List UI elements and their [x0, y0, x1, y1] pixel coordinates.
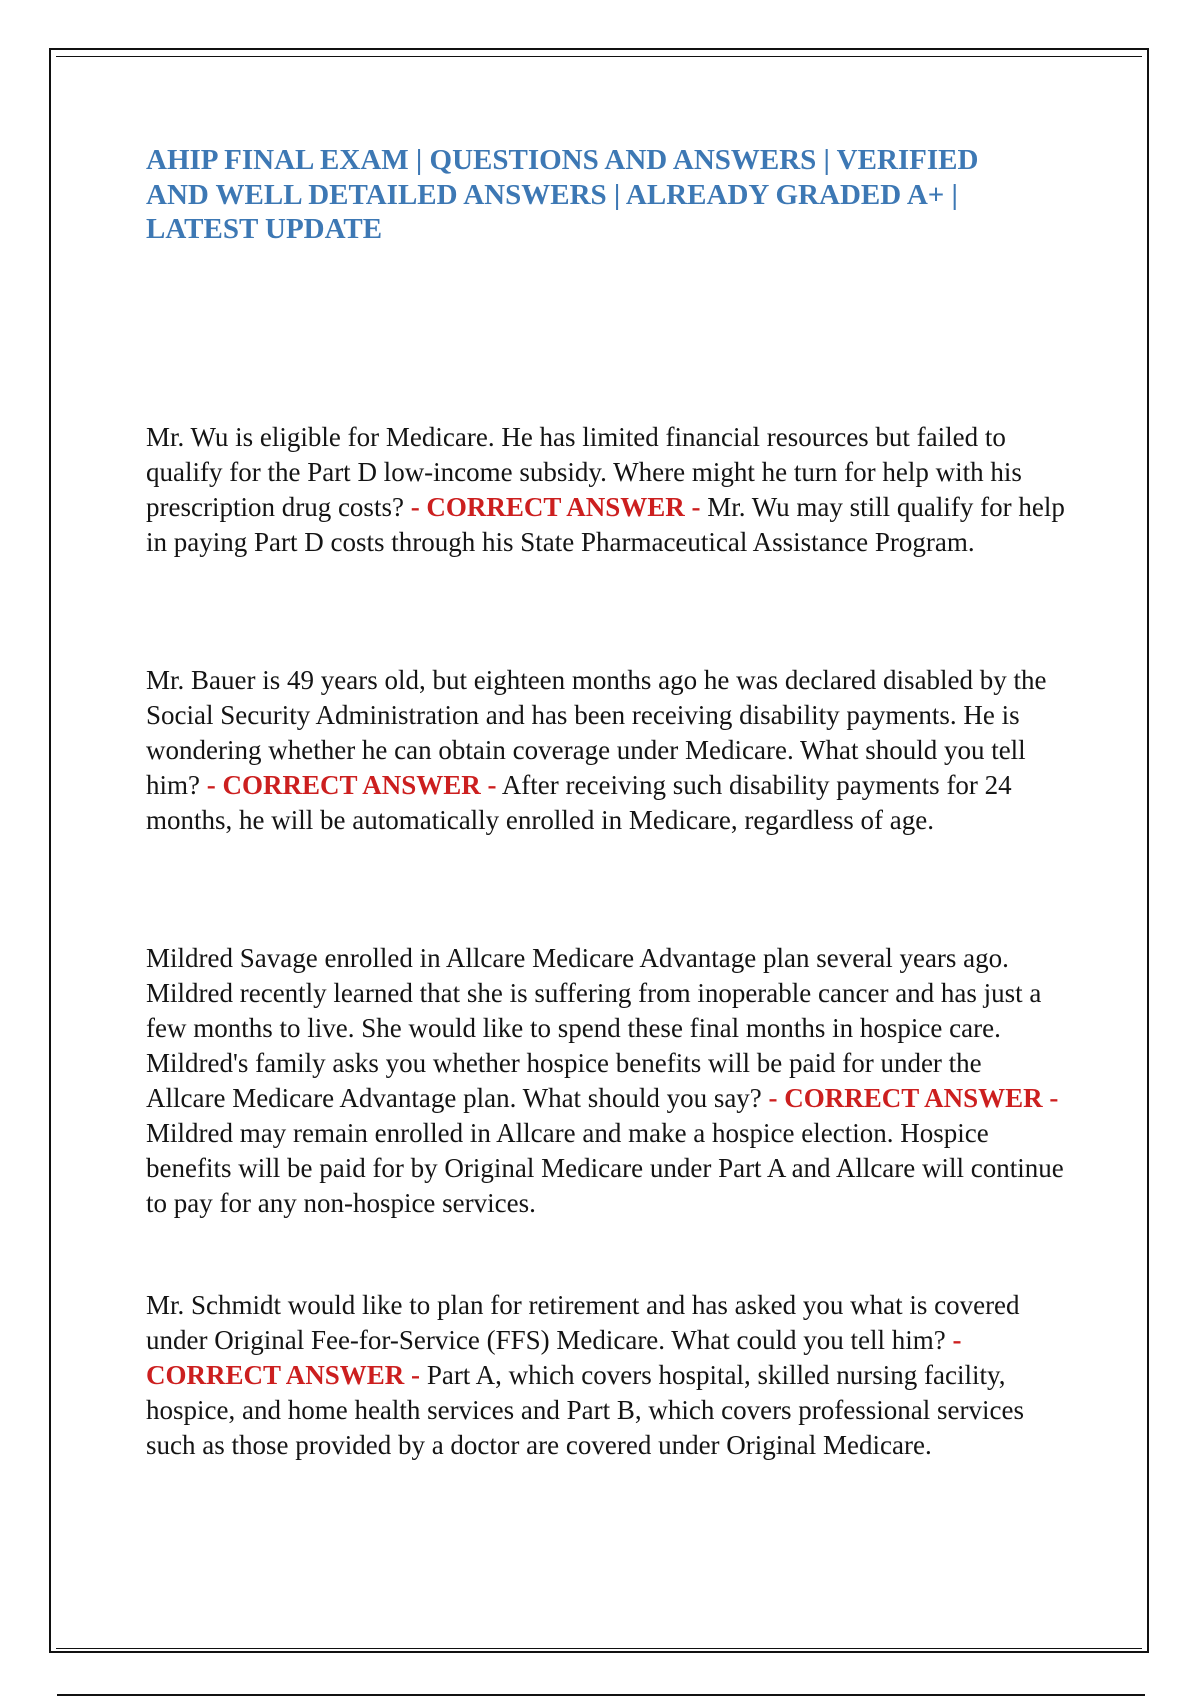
answer-text: Mildred may remain enrolled in Allcare and make a hospice election. Hospice benefits will be paid for by Original Medicare under Part A and Allcare will continue to pay for any non-hospice services. [146, 1118, 1064, 1218]
qa-item [146, 1288, 1066, 1463]
question-text: Mildred Savage enrolled in Allcare Medicare Advantage plan several years ago. Mildred recently learned that she is suffering from inoperable cancer and has just a few months to live. She would like to spend these final months in hospice care. Mildred's family asks you whether hospice benefits will be paid for under the Allcare Medicare Advantage plan. What should you say? [146, 943, 1042, 1113]
correct-answer-label: - CORRECT ANSWER - [206, 770, 497, 800]
answer-text: After receiving such disability payments for 24 months, he will be automatically enrolled in Medicare, regardless of age. [146, 770, 1012, 835]
qa-item [146, 941, 1066, 1221]
correct-answer-label: - CORRECT ANSWER - [410, 492, 701, 522]
answer-text: Part A, which covers hospital, skilled nursing facility, hospice, and home health services and Part B, which covers professional services such as those provided by a doctor are covered under Original Medicare. [146, 1360, 1024, 1460]
page-border-bottom-rule [56, 1648, 1142, 1649]
qa-item [146, 663, 1066, 838]
answer-text: Mr. Wu may still qualify for help in paying Part D costs through his State Pharmaceutical Assistance Program. [146, 492, 1065, 557]
question-text: Mr. Bauer is 49 years old, but eighteen months ago he was declared disabled by the Social Security Administration and has been receiving disability payments. He is wondering whether he can obtain coverage under Medicare. What should you tell him? [146, 665, 1047, 800]
next-page-top-rule [57, 1694, 1145, 1696]
correct-answer-label: - CORRECT ANSWER - [768, 1083, 1059, 1113]
page-border-inner-rule [56, 56, 1142, 57]
document-title: AHIP FINAL EXAM | QUESTIONS AND ANSWERS | VERIFIED AND WELL DETAILED ANSWERS | ALREADY GRADED A+ | LATEST UPDATE [146, 144, 979, 245]
correct-answer-label: - CORRECT ANSWER - [146, 1325, 962, 1390]
question-text: Mr. Schmidt would like to plan for retirement and has asked you what is covered under Original Fee-for-Service (FFS) Medicare. What could you tell him? [146, 1290, 1020, 1355]
qa-item [146, 420, 1066, 560]
question-text: Mr. Wu is eligible for Medicare. He has limited financial resources but failed to qualify for the Part D low-income subsidy. Where might he turn for help with his prescription drug costs? [146, 422, 1022, 522]
